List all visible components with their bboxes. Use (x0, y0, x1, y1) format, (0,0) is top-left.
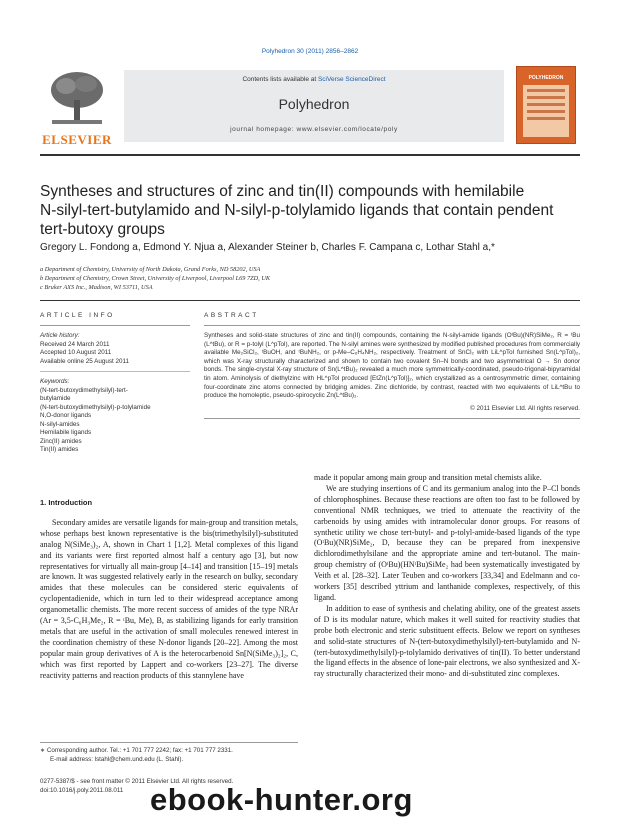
author-list: Gregory L. Fondong a, Edmond Y. Njua a, Alexander Steiner b, Charles F. Campana c, Lothar Stahl a,* (40, 242, 495, 253)
cover-artwork (523, 85, 569, 137)
author-email[interactable]: E-mail address: lstahl@chem.und.edu (L. Stahl). (50, 755, 184, 763)
affiliation: c Bruker AXS Inc., Madison, WI 53711, USA (40, 284, 153, 291)
keyword: N-silyl-amides (40, 420, 80, 428)
article-info-heading: ARTICLE INFO (40, 312, 190, 326)
contents-line (124, 76, 504, 83)
keyword: butylamide (40, 395, 71, 402)
history-item: Accepted 10 August 2011 (40, 349, 112, 356)
article-info (40, 312, 190, 455)
tree-icon (48, 70, 106, 126)
keywords (40, 378, 190, 455)
keyword: (N-tert-butoxydimethylsilyl)-tert- (40, 386, 128, 394)
journal-homepage[interactable]: journal homepage: www.elsevier.com/locate/poly (230, 126, 398, 133)
right-column (314, 473, 580, 680)
sciencedirect-link[interactable]: SciVerse ScienceDirect (317, 76, 386, 83)
affiliations (40, 265, 580, 292)
affiliation-rule (40, 300, 580, 301)
left-column (40, 498, 298, 682)
section-heading: 1. Introduction (40, 498, 93, 507)
issn-line: 0277-5387/$ - see front matter © 2011 Elsevier Ltd. All rights reserved. (40, 778, 234, 785)
body-paragraph: We are studying insertions of C and its germanium analog into the P–Cl bonds of chlorophosphines. Because these reactions are often too fast to be followed by conventional NMR techniques, we tried to attenuate the reactivity of the carbenoids by using amides with intramolecular donor groups. For reasons of synthetic utility we chose tert-butyl- and p-tolyl-amide-based ligands of the type (OᵗBu)(NR)SiMe₂, D, because they can be prepared from inexpensive dichlorodimethylsilane and the appropriate amine and tert-butanol. The main-group chemistry of (OᵗBu)(HNᵗBu)SiMe₂ had been systematically investigated by Veith et al. [28–32]. Later Teuben and co-workers [33,34] and Edelmann and co-workers [35] described yttrium and lanthanide complexes, respectively, of this ligand. (314, 483, 580, 602)
article-title (40, 182, 580, 239)
publisher-name: ELSEVIER (42, 132, 112, 147)
abstract-text: Syntheses and solid-state structures of zinc and tin(II) compounds, containing the N-silyl-amide ligands (OᵗBu)(NR)SiMe₂, R = ᵗBu (L^tBu), or R = p-tolyl (L^pTol), are reported. The N-silyl amines were synthesized by modified published procedures from commercially available Me₂SiCl₂, ᵗBuOH, and ᵗBuNH₂, or p-Me–C₆H₄NH₂, respectively. Treatment of SnCl₂ with LiL^pTol furnished Sn(L^pTol)₂, which was X-ray structurally characterized and shown to contain two covalent Sn–N bonds and two asymmetrical O → Sn donor bonds. The single-crystal X-ray structure of Sn(L^tBu)₂ revealed a much more symmetrically-coordinated, pseudo-trigonal-bipyramidal tin atom. Aminolysis of diethylzinc with HL^pTol produced [EtZn(L^pTol)]₂, which crystallized as a centrosymmetric dimer, containing four-coordinate zinc atoms connected by bridging amides. Zinc dichloride, by contrast, reacted with two equivalents of LiL^tBu to produce the homoleptic, pseudo-spirocyclic Zn(L^tBu)₂. (204, 332, 580, 400)
history-label: Article history: (40, 332, 80, 339)
body-paragraph: Secondary amides are versatile ligands for main-group and transition metals, whose perhaps best known representative is the bis(trimethylsilyl)-substituted analog N(SiMe₃)₂, A, shown in Chart 1 [1,2]. Metal complexes of this ligand and its variants were first reported almost half a century ago [3], but now representatives for virtually all main-group [4–14] and transition [15–19] metals are known. It was suggested relatively early in the research on bulky, secondary amides that these molecules can be considered steric equivalents of cyclopentadienide, which in turn led to their widespread acceptance among organometallic chemists. The more recent success of amides of the type NRAr (Ar = 3,5-C₆H₃Me₂, R = ᵗBu, Me), B, as stabilizing ligands for early transition metals that are useful in the activation of small molecules renewed interest in the coordination chemistry of these N-donor ligands [20–22]. Among the most popular main group derivatives of A is the heterocarbenoid Sn[N(SiMe₃)₂]₂, C, which was first reported by Lappert and co-workers [23–27]. The diverse reactivity patterns and reaction products of this stannylene have (40, 517, 298, 680)
article-history (40, 332, 190, 372)
title-line: N-silyl-tert-butylamido and N-silyl-p-tolylamido ligands that contain pendent (40, 202, 554, 219)
history-item: Received 24 March 2011 (40, 340, 110, 348)
footnote (40, 742, 298, 764)
keyword: (N-tert-butoxydimethylsilyl)-p-tolylamide (40, 403, 151, 411)
masthead (40, 62, 580, 152)
journal-citation[interactable]: Polyhedron 30 (2011) 2856–2862 (261, 48, 359, 55)
doi-link[interactable]: doi:10.1016/j.poly.2011.08.011 (40, 786, 124, 794)
keyword: Tin(II) amides (40, 446, 79, 453)
journal-cover (516, 66, 576, 144)
abstract-heading: ABSTRACT (204, 312, 580, 326)
title-line: tert-butoxy groups (40, 221, 165, 238)
header-rule (40, 154, 580, 156)
title-line: Syntheses and structures of zinc and tin(II) compounds with hemilabile (40, 183, 525, 200)
keyword: N,O-donor ligands (40, 412, 92, 419)
copyright: © 2011 Elsevier Ltd. All rights reserved. (204, 405, 580, 419)
body-paragraph: In addition to ease of synthesis and chelating ability, one of the greatest assets of D is its modular nature, which makes it well suited for reactivity studies that probe both electronic and steric substituent effects. Below we report on syntheses and solid-state structures of N-(tert-butoxydimethylsilyl)-tert-butylamido and N-(tert-butoxydimethylsilyl)-p-tolylamido derivatives of tin(II). To better understand the ligand effects in the absence of lone-pair electrons, we also synthesized and X-ray structurally characterized their mono- and di-substituted zinc complexes. (314, 603, 580, 679)
keyword: Zinc(II) amides (40, 437, 82, 445)
journal-name: Polyhedron (278, 96, 350, 112)
keywords-label: Keywords: (40, 378, 70, 385)
corresponding-author: ∗ Corresponding author. Tel.: +1 701 777 2242; fax: +1 701 777 2331. (40, 747, 233, 754)
history-item: Available online 25 August 2011 (40, 357, 130, 365)
watermark: ebook-hunter.org (150, 782, 413, 817)
keyword: Hemilabile ligands (40, 429, 92, 436)
cover-title: POLYHEDRON (528, 75, 564, 81)
abstract (204, 312, 580, 419)
contents-prefix: Contents lists available at (242, 76, 318, 83)
affiliation: b Department of Chemistry, Crown Street, University of Liverpool, Liverpool L69 7ZD, UK (40, 275, 271, 282)
affiliation: a Department of Chemistry, University of North Dakota, Grand Forks, ND 58202, USA (40, 266, 261, 273)
journal-header-box (124, 70, 504, 142)
body-paragraph: made it popular among main group and transition metal chemists alike. (314, 473, 542, 482)
publisher-logo (40, 70, 114, 148)
